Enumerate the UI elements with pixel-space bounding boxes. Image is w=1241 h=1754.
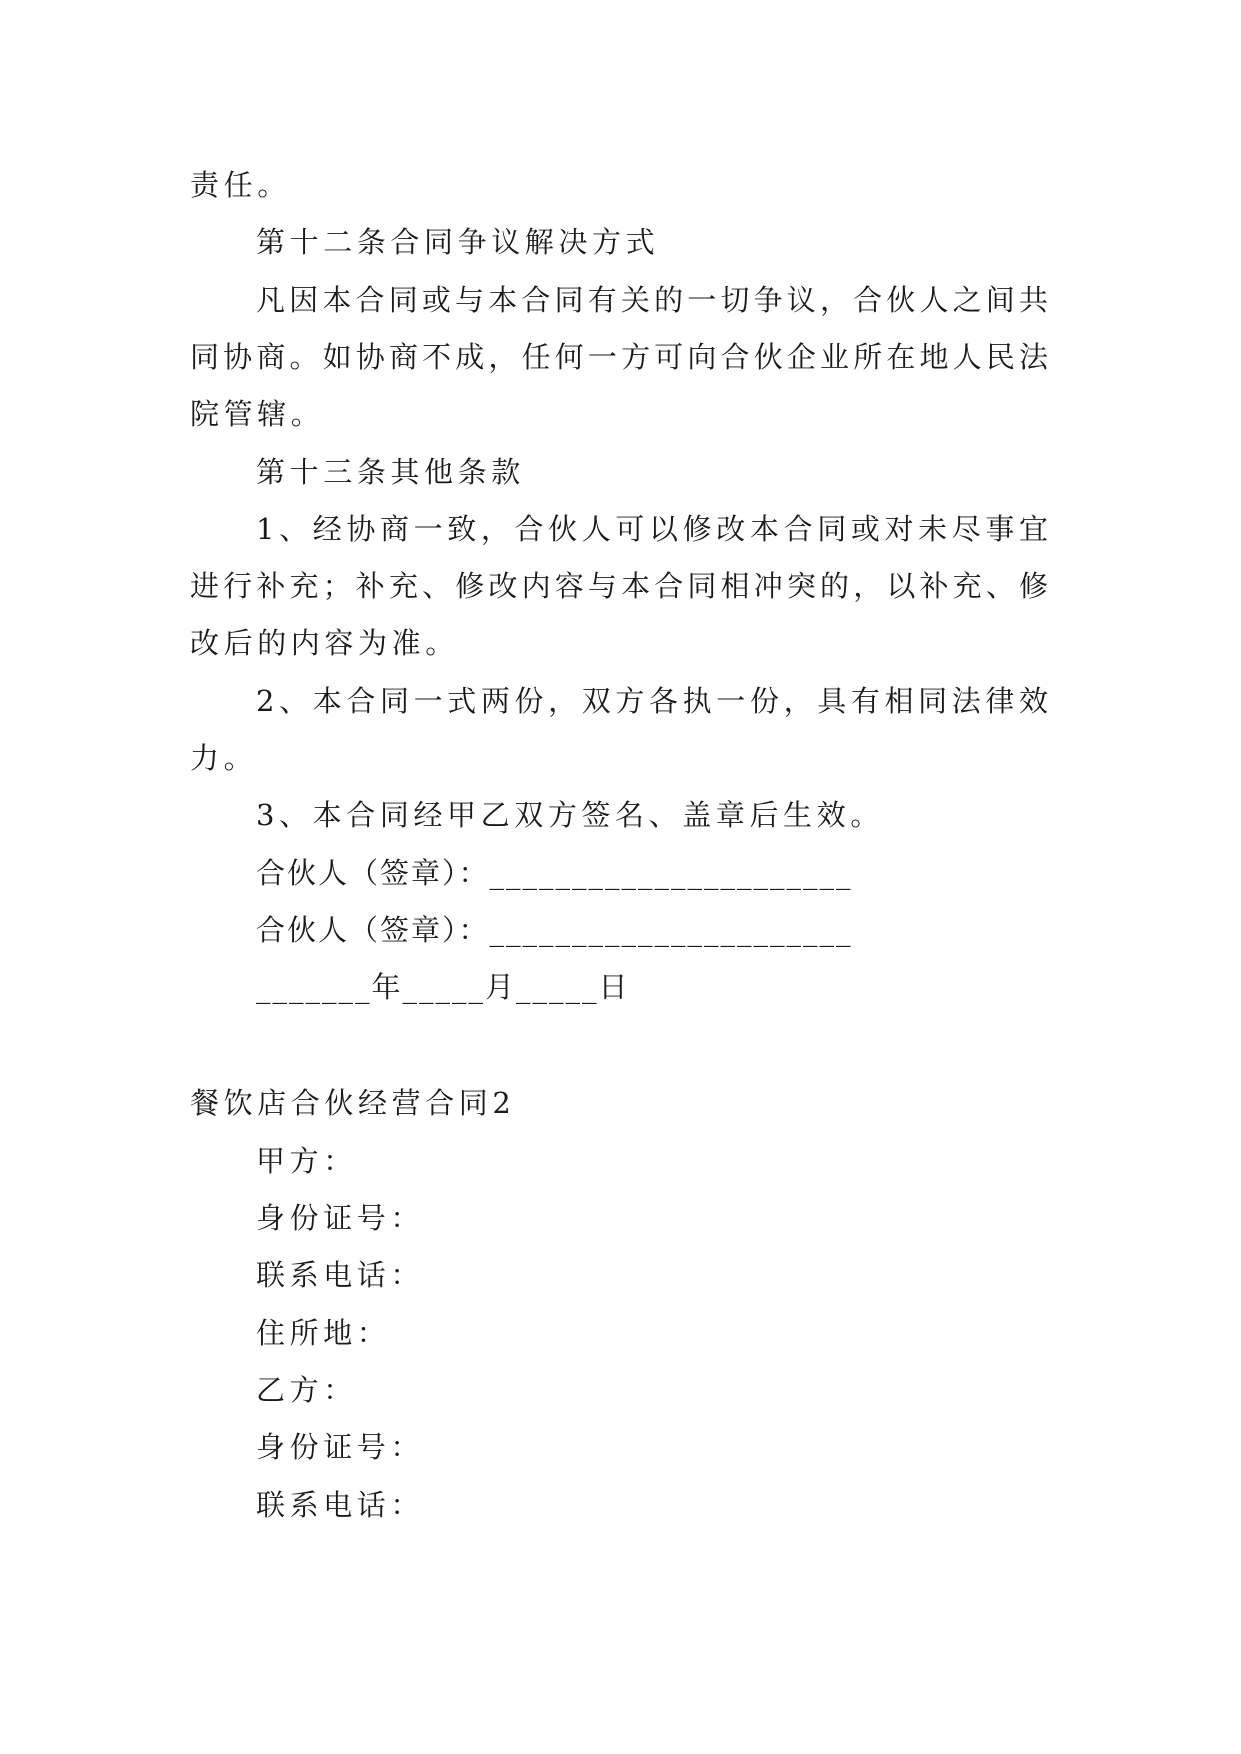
paragraph-line: 力。 — [190, 741, 258, 775]
party-a-phone-label: 联系电话： — [256, 1258, 425, 1292]
paragraph-line: 凡因本合同或与本合同有关的一切争议，合伙人之间共 — [256, 283, 1048, 317]
paragraph-line: 2、本合同一式两份，双方各执一份，具有相同法律效 — [256, 684, 1048, 718]
paragraph-line: 院管辖。 — [190, 397, 325, 431]
contract-title: 餐饮店合伙经营合同2 — [190, 1086, 516, 1120]
paragraph-line: 改后的内容为准。 — [190, 626, 459, 660]
signature-line-partner-1: 合伙人（签章）：______________________ — [256, 856, 853, 890]
paragraph-line: 3、本合同经甲乙双方签名、盖章后生效。 — [256, 798, 884, 832]
party-a-id-label: 身份证号： — [256, 1201, 425, 1235]
paragraph-line: 同协商。如协商不成，任何一方可向合伙企业所在地人民法 — [190, 340, 1048, 374]
party-a-label: 甲方： — [256, 1144, 357, 1178]
date-line: _______年_____月_____日 — [256, 970, 630, 1004]
party-a-address-label: 住所地： — [256, 1316, 391, 1350]
party-b-id-label: 身份证号： — [256, 1430, 425, 1464]
section-heading-13: 第十三条其他条款 — [256, 455, 525, 489]
paragraph-line: 进行补充；补充、修改内容与本合同相冲突的，以补充、修 — [190, 569, 1048, 603]
paragraph-line: 1、经协商一致，合伙人可以修改本合同或对未尽事宜 — [256, 512, 1048, 546]
party-b-label: 乙方： — [256, 1373, 357, 1407]
paragraph-line: 责任。 — [190, 168, 291, 202]
signature-line-partner-2: 合伙人（签章）：______________________ — [256, 913, 853, 947]
party-b-phone-label: 联系电话： — [256, 1488, 425, 1522]
section-heading-12: 第十二条合同争议解决方式 — [256, 225, 660, 259]
